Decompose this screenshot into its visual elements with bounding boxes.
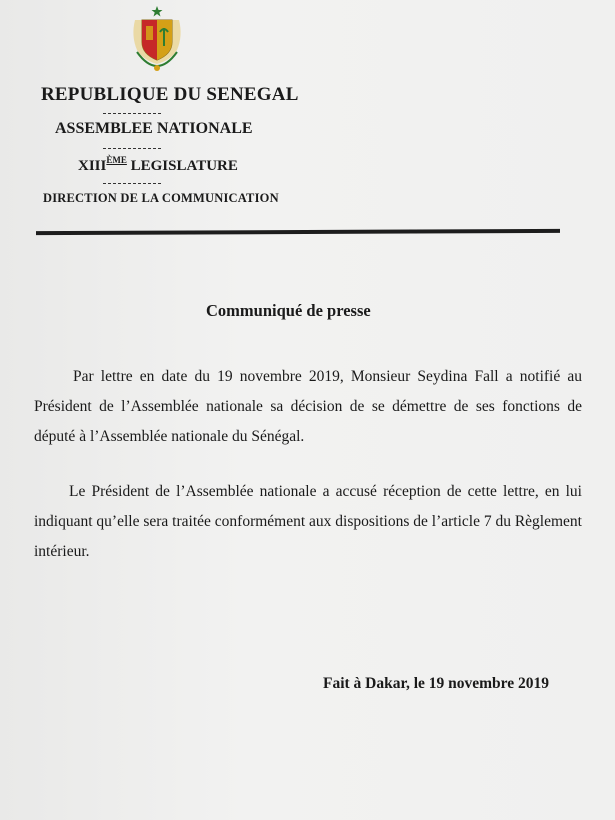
legislature-superscript: ÈME [106, 155, 127, 165]
paragraph-acknowledgement: Le Président de l’Assemblée nationale a accusé réception de cette lettre, en lui indiquant qu’elle sera traitée conformément aux dispositions de l’article 7 du Règlement intérieur. [34, 483, 582, 560]
assembly-heading: ASSEMBLEE NATIONALE [55, 120, 253, 137]
paragraph-resignation: Par lettre en date du 19 novembre 2019, Monsieur Seydina Fall a notifié au Président de l’Assemblée nationale sa décision de se démettre de ses fonctions de député à l’Assemblée nationale du Sénégal. [34, 368, 582, 445]
header-rule [36, 229, 560, 235]
signature-place-date: Fait à Dakar, le 19 novembre 2019 [323, 675, 550, 692]
separator-dashes [103, 148, 161, 149]
legislature-label: LEGISLATURE [126, 158, 238, 174]
document-title: Communiqué de presse [206, 301, 371, 320]
legislature-heading [78, 156, 238, 175]
direction-heading: DIRECTION DE LA COMMUNICATION [43, 191, 279, 205]
senegal-coat-of-arms-icon [127, 6, 187, 72]
republic-heading: REPUBLIQUE DU SENEGAL [41, 84, 299, 105]
separator-dashes [103, 113, 161, 114]
separator-dashes [103, 183, 161, 184]
legislature-number: XIII [78, 158, 107, 174]
